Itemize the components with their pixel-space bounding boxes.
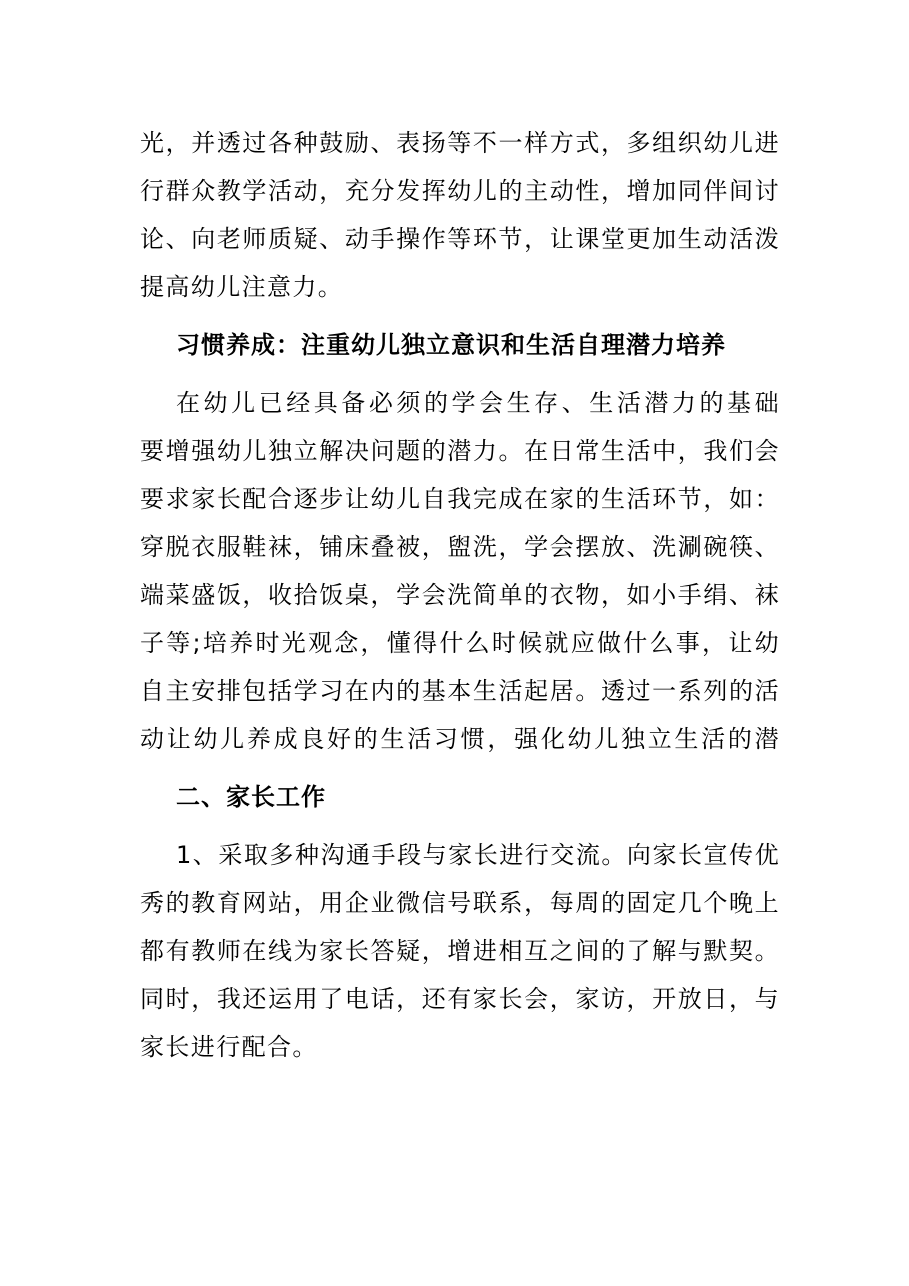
paragraph-line: 穿脱衣服鞋袜，铺床叠被，盥洗，学会摆放、洗涮碗筷、 <box>140 533 780 561</box>
paragraph-line: 提高幼儿注意力。 <box>140 273 344 301</box>
paragraph-line: 家长进行配合。 <box>140 1033 318 1061</box>
paragraph-line: 子等;培养时光观念，懂得什么时候就应做什么事，让幼 <box>140 629 780 657</box>
paragraph-line: 端菜盛饭，收拾饭桌，学会洗简单的衣物，如小手绢、袜 <box>140 581 780 609</box>
paragraph-line: 要增强幼儿独立解决问题的潜力。在日常生活中，我们会 <box>140 437 780 465</box>
paragraph-line: 论、向老师质疑、动手操作等环节，让课堂更加生动活泼 <box>140 225 780 253</box>
paragraph-line: 秀的教育网站，用企业微信号联系，每周的固定几个晚上 <box>140 889 780 917</box>
paragraph-line: 动让幼儿养成良好的生活习惯，强化幼儿独立生活的潜 <box>140 725 780 753</box>
paragraph-line: 光，并透过各种鼓励、表扬等不一样方式，多组织幼儿进 <box>140 129 780 157</box>
paragraph-line: 要求家长配合逐步让幼儿自我完成在家的生活环节，如： <box>140 485 780 513</box>
paragraph-line: 都有教师在线为家长答疑，增进相互之间的了解与默契。 <box>140 937 780 965</box>
paragraph-line: 在幼儿已经具备必须的学会生存、生活潜力的基础 <box>176 389 780 417</box>
section-heading: 习惯养成：注重幼儿独立意识和生活自理潜力培养 <box>176 331 726 359</box>
paragraph-line: 1、采取多种沟通手段与家长进行交流。向家长宣传优 <box>176 841 780 869</box>
paragraph-line: 同时，我还运用了电话，还有家长会，家访，开放日，与 <box>140 985 780 1013</box>
paragraph-line: 行群众教学活动，充分发挥幼儿的主动性，增加同伴间讨 <box>140 177 780 205</box>
section-heading: 二、家长工作 <box>176 783 326 811</box>
paragraph-line: 自主安排包括学习在内的基本生活起居。透过一系列的活 <box>140 677 780 705</box>
